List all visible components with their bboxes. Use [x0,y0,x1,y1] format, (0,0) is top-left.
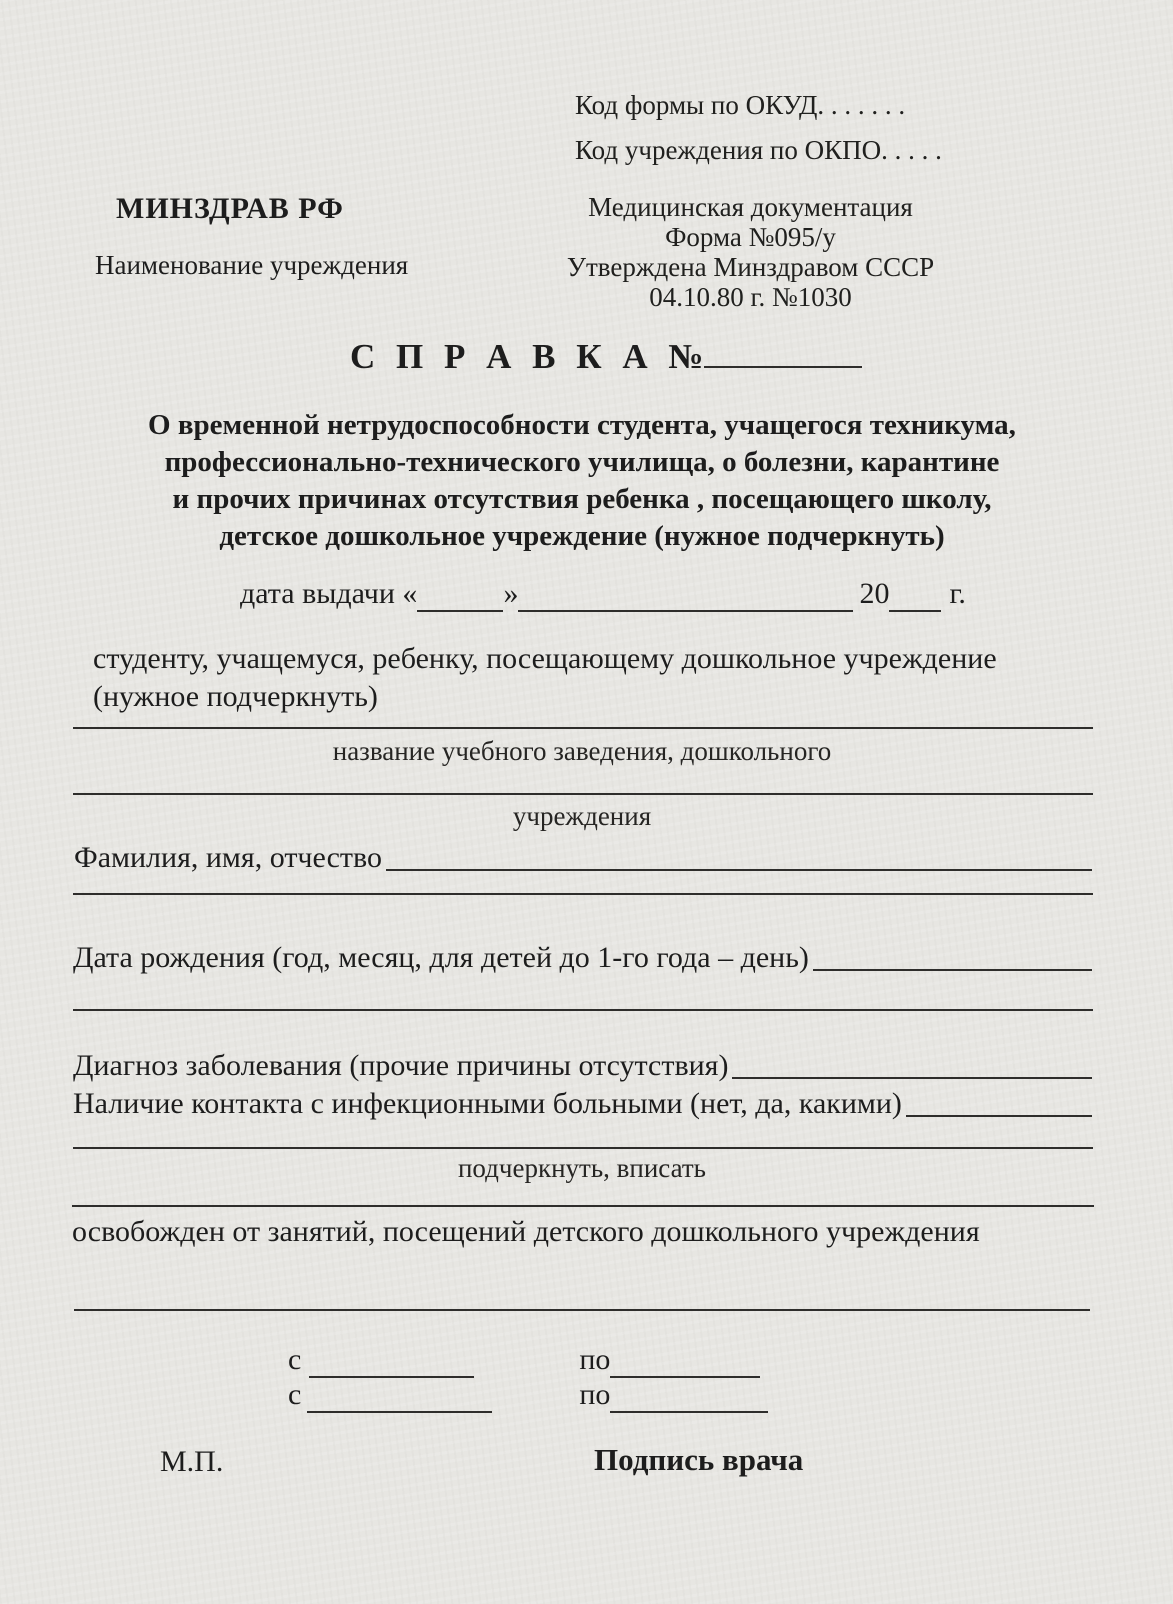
issue-date-row [240,576,966,612]
birth-date-blank [813,969,1092,971]
full-name-label: Фамилия, имя, отчество [74,841,382,874]
doc-title-number-sign: № [668,337,704,376]
diagnosis-blank [732,1077,1092,1079]
subtitle-paragraph [72,407,1092,555]
okpo-code-line: Код учреждения по ОКПО. . . . . [575,135,942,165]
released-label: освобожден от занятий, посещений детского дошкольного учреждения [72,1215,980,1248]
period-to-blank-1 [610,1346,760,1378]
period-from-blank-1 [309,1346,474,1378]
doc-info-block [558,192,943,312]
doc-type-label: Медицинская документация [588,192,913,222]
infection-contact-label: Наличие контакта с инфекционными больными (нет, да, какими) [73,1087,902,1120]
subtitle-line-3: и прочих причинах отсутствия ребенка , посещающего школу, [172,483,992,515]
approved-by-label: Утверждена Минздравом СССР [566,252,935,282]
issue-year-century: 20 [859,577,890,610]
full-name-blank [386,869,1092,871]
subtitle-line-4: детское дошкольное учреждение (нужное подчеркнуть) [219,520,945,552]
diagnosis-label: Диагноз заболевания (прочие причины отсутствия) [73,1049,729,1082]
recipient-paragraph [93,640,997,716]
birth-date-blank-line-2 [73,1009,1093,1011]
period-to-label-2: по [579,1378,611,1411]
institution-name-label: Наименование учреждения [95,250,409,280]
form-codes-block [575,83,942,173]
issue-date-label: дата выдачи « [240,577,418,610]
period-to-blank-2 [610,1381,768,1413]
released-blank-line [72,1205,1094,1207]
certificate-number-blank [704,336,862,368]
period-from-label-2: с [288,1378,302,1411]
underline-write-caption: подчеркнуть, вписать [457,1153,706,1183]
period-from-label: с [288,1343,302,1376]
period-row-2 [288,1377,768,1413]
ministry-title: МИНЗДРАВ РФ [116,192,344,225]
subtitle-line-1: О временной нетрудоспособности студента, учащегося техникума, [148,409,1016,441]
contact-blank-line-2 [73,1147,1093,1149]
institution-name-blank-line-2 [73,793,1093,795]
stamp-place-label: М.П. [160,1445,224,1478]
infection-contact-blank [906,1115,1092,1117]
diagnosis-row [73,1048,1092,1084]
birth-date-label: Дата рождения (год, месяц, для детей до 1-го года – день) [73,941,809,974]
recipient-line-2: (нужное подчеркнуть) [93,680,378,713]
released-blank-line-2 [74,1309,1090,1311]
full-name-blank-line-2 [73,893,1093,895]
issue-year-blank [889,580,941,612]
infection-contact-row [73,1086,1092,1122]
issue-date-close-quote: » [503,577,519,610]
recipient-line-1: студенту, учащемуся, ребенку, посещающему дошкольное учреждение [93,642,997,675]
okud-code-line: Код формы по ОКУД. . . . . . . [575,90,906,120]
institution-caption-2: учреждения [512,801,652,831]
issue-year-suffix: г. [949,577,966,610]
period-row-1 [288,1342,760,1378]
doctor-signature-label: Подпись врача [594,1442,804,1477]
institution-caption-1: название учебного заведения, дошкольного [332,736,832,766]
period-from-blank-2 [307,1381,492,1413]
issue-day-blank [417,580,503,612]
institution-name-blank-line-1 [73,727,1093,729]
subtitle-line-2: профессионально-технического училища, о болезни, карантине [164,446,1000,478]
approved-date-label: 04.10.80 г. №1030 [649,282,852,312]
doc-title-text: С П Р А В К А [350,337,654,376]
period-to-label: по [579,1343,611,1376]
doc-title [350,336,862,377]
full-name-row [74,840,1092,876]
birth-date-row [73,940,1092,976]
form-number-label: Форма №095/у [665,222,836,252]
issue-month-blank [518,580,853,612]
